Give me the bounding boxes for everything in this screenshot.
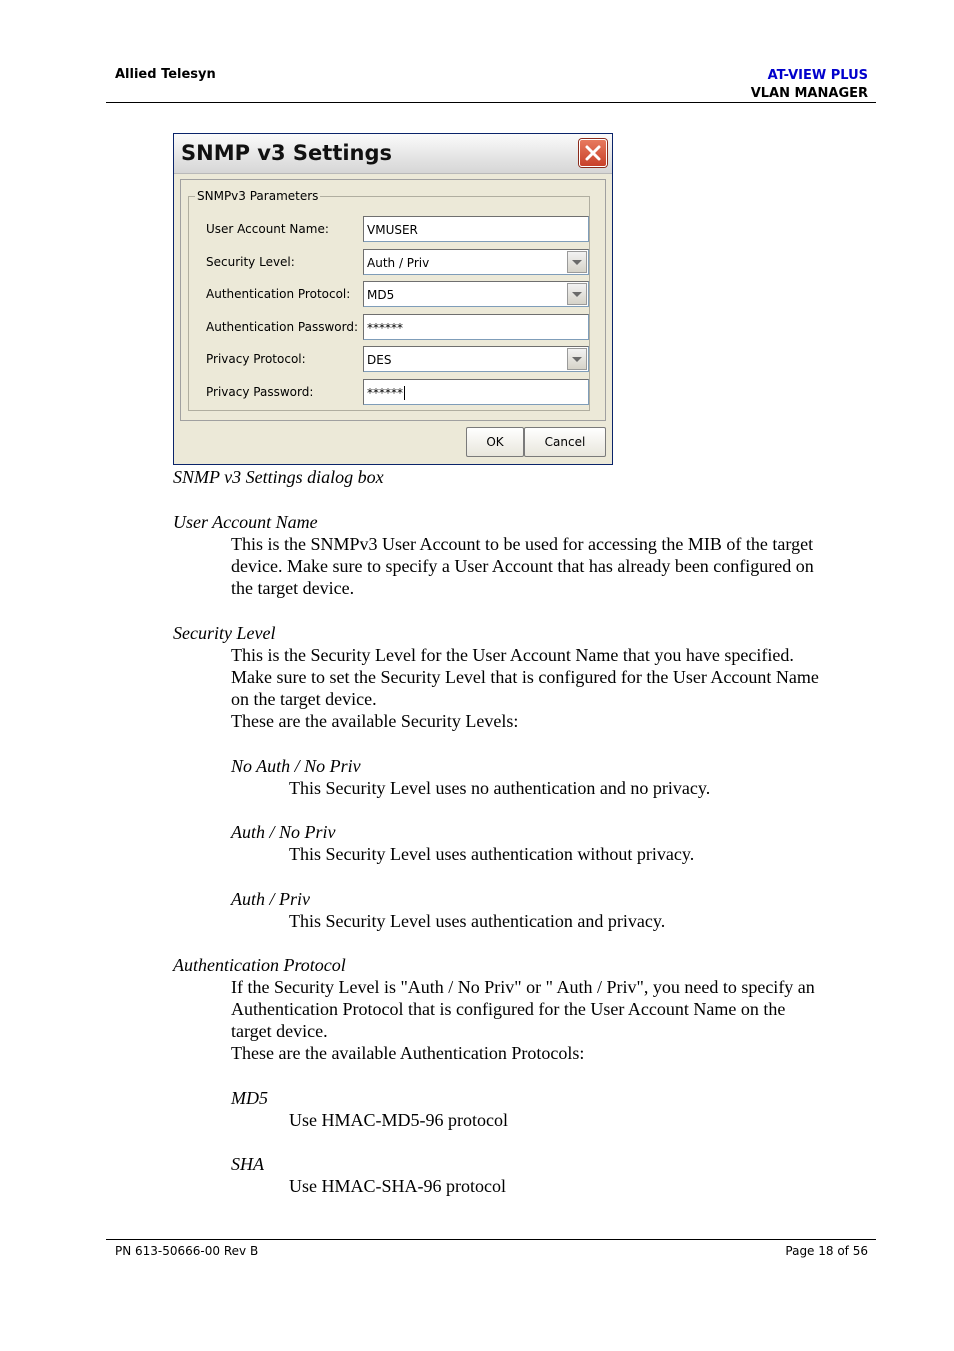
privacy-password-value: ****** <box>367 386 403 400</box>
paragraph-line: These are the available Authentication Protocols: <box>231 1043 585 1063</box>
row-privacy-protocol <box>206 346 592 372</box>
paragraph-line: If the Security Level is "Auth / No Priv" or " Auth / Priv", you need to specify an <box>231 977 815 997</box>
paragraph-line: target device. <box>231 1021 328 1041</box>
header-product-block <box>751 67 868 103</box>
user-account-name-label: User Account Name: <box>206 222 329 236</box>
cancel-button[interactable]: Cancel <box>524 427 606 457</box>
paragraph-line: These are the available Security Levels: <box>231 711 519 731</box>
paragraph-line: This is the Security Level for the User Account Name that you have specified. <box>231 645 794 665</box>
header-company: Allied Telesyn <box>115 67 216 82</box>
footer-rule <box>106 1239 876 1240</box>
paragraph-line: device. Make sure to specify a User Account that has already been configured on <box>231 556 814 576</box>
row-security-level <box>206 249 592 275</box>
auth-password-input[interactable] <box>363 314 589 340</box>
snmp-v3-settings-dialog <box>173 133 613 465</box>
row-privacy-password <box>206 379 592 405</box>
privacy-password-label: Privacy Password: <box>206 385 314 399</box>
privacy-password-field-text <box>367 386 405 400</box>
dialog-titlebar[interactable] <box>174 134 612 174</box>
close-button[interactable] <box>579 139 607 167</box>
ok-button[interactable]: OK <box>466 427 524 457</box>
auth-protocol-value: MD5 <box>367 288 395 302</box>
option-description: Use HMAC-SHA-96 protocol <box>289 1176 506 1196</box>
security-level-value: Auth / Priv <box>367 256 430 270</box>
chevron-down-icon[interactable] <box>567 348 587 370</box>
auth-password-label: Authentication Password: <box>206 320 358 334</box>
close-icon <box>584 144 602 162</box>
auth-protocol-label: Authentication Protocol: <box>206 287 351 301</box>
header-product: AT-VIEW PLUS <box>767 68 868 83</box>
dialog-title: SNMP v3 Settings <box>181 141 393 165</box>
chevron-down-icon[interactable] <box>567 283 587 305</box>
option-name: SHA <box>231 1154 264 1174</box>
paragraph-line: on the target device. <box>231 689 377 709</box>
header-rule <box>106 102 876 103</box>
group-label: SNMPv3 Parameters <box>197 189 319 203</box>
paragraph-line: Authentication Protocol that is configured for the User Account Name on the <box>231 999 786 1019</box>
option-description: This Security Level uses authentication without privacy. <box>289 844 695 864</box>
footer-part-number: PN 613-50666-00 Rev B <box>115 1244 259 1258</box>
privacy-protocol-value: DES <box>367 353 392 367</box>
option-description: This Security Level uses authentication and privacy. <box>289 911 666 931</box>
paragraph-line: This is the SNMPv3 User Account to be used for accessing the MIB of the target <box>231 534 814 554</box>
paragraph-line: Make sure to set the Security Level that is configured for the User Account Name <box>231 667 819 687</box>
option-name: MD5 <box>231 1088 268 1108</box>
option-description: Use HMAC-MD5-96 protocol <box>289 1110 508 1130</box>
security-level-select[interactable] <box>363 249 589 275</box>
section-heading-user-account: User Account Name <box>173 512 318 532</box>
security-level-label: Security Level: <box>206 255 295 269</box>
auth-password-value: ****** <box>367 321 403 335</box>
privacy-password-input[interactable] <box>363 379 589 405</box>
row-auth-password <box>206 314 592 340</box>
row-user-account-name <box>206 216 592 242</box>
user-account-name-input[interactable] <box>363 216 589 242</box>
section-heading-auth-protocol: Authentication Protocol <box>173 955 346 975</box>
row-auth-protocol <box>206 281 592 307</box>
option-name: Auth / Priv <box>231 889 310 909</box>
option-name: No Auth / No Priv <box>231 756 361 776</box>
paragraph-line: the target device. <box>231 578 355 598</box>
option-name: Auth / No Priv <box>231 822 336 842</box>
figure-caption: SNMP v3 Settings dialog box <box>173 467 384 487</box>
footer-page-number: Page 18 of 56 <box>785 1244 868 1258</box>
chevron-down-icon[interactable] <box>567 251 587 273</box>
text-caret <box>404 386 405 400</box>
header-module: VLAN MANAGER <box>750 86 868 101</box>
privacy-protocol-select[interactable] <box>363 346 589 372</box>
auth-protocol-select[interactable] <box>363 281 589 307</box>
option-description: This Security Level uses no authentication and no privacy. <box>289 778 711 798</box>
section-heading-security-level: Security Level <box>173 623 276 643</box>
user-account-name-value: VMUSER <box>367 223 418 237</box>
privacy-protocol-label: Privacy Protocol: <box>206 352 306 366</box>
